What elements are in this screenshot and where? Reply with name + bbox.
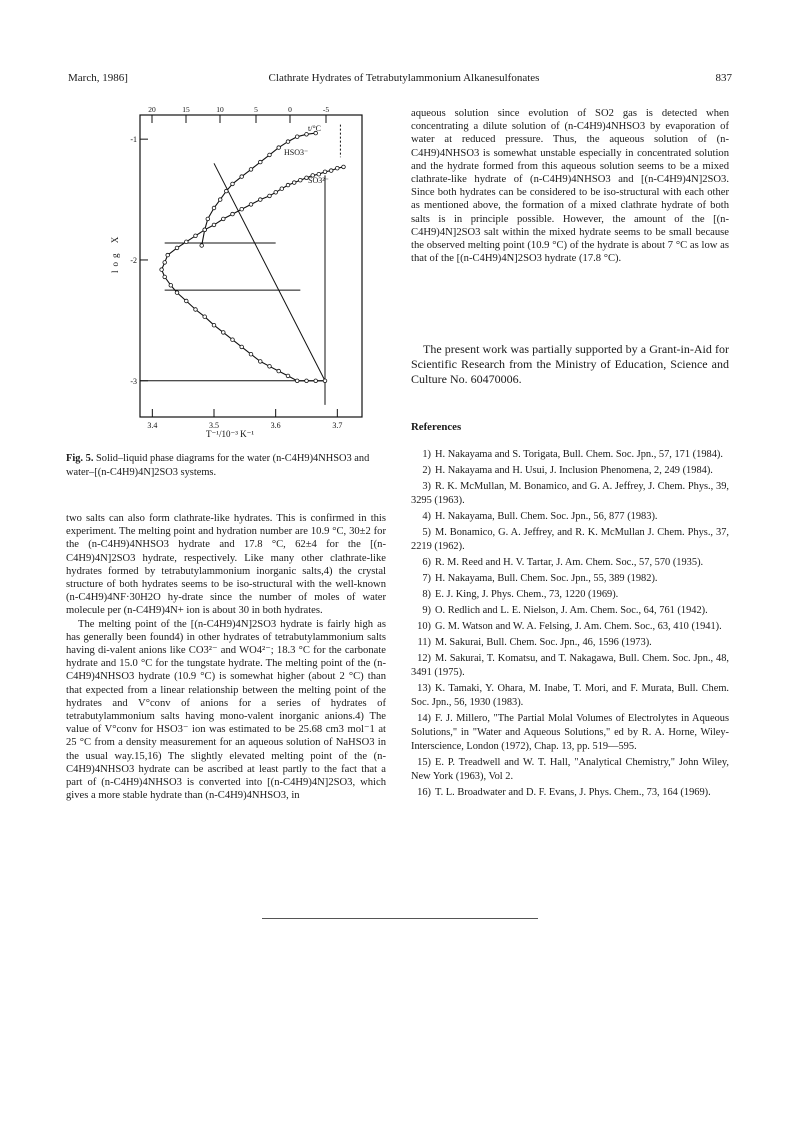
data-point xyxy=(268,365,272,369)
data-point xyxy=(305,133,309,137)
top-unit-label: t/°C xyxy=(308,124,321,133)
top-axis-ticks xyxy=(148,105,329,123)
top-tick-label: 20 xyxy=(148,105,156,114)
top-tick-label: -5 xyxy=(322,105,330,114)
data-point xyxy=(268,194,272,198)
page-number: 837 xyxy=(715,72,732,84)
x-axis-label: T⁻¹/10⁻³ K⁻¹ xyxy=(206,429,255,439)
left-column-text xyxy=(66,512,386,802)
data-point xyxy=(200,244,204,248)
data-point xyxy=(329,169,333,173)
plot-frame xyxy=(140,115,362,417)
data-point xyxy=(323,379,327,383)
running-header xyxy=(68,72,740,86)
header-date: March, 1986] xyxy=(68,72,128,84)
reference-item: 4) H. Nakayama, Bull. Chem. Soc. Jpn., 56, 877 (1983). xyxy=(422,511,658,522)
data-point xyxy=(212,323,216,327)
data-point xyxy=(185,299,189,303)
data-point xyxy=(342,165,346,169)
reference-item: 12) M. Sakurai, T. Komatsu, and T. Nakagawa, Bull. Chem. Soc. Jpn., 48, 3491 (1975). xyxy=(411,653,729,678)
data-point xyxy=(314,379,318,383)
caption-label: Fig. 5. xyxy=(66,453,94,464)
data-point xyxy=(295,379,299,383)
data-point xyxy=(277,146,281,150)
data-point xyxy=(336,166,340,170)
data-point xyxy=(175,291,179,295)
reference-item: 16) T. L. Broadwater and D. F. Evans, J. Phys. Chem., 73, 164 (1969). xyxy=(417,787,711,798)
reference-item: 14) F. J. Millero, "The Partial Molal Volumes of Electrolytes in Aqueous Solutions," in "Water and Aqueous Solutions," ed by R. A. Horne, Wiley-Interscience, London (1972), Chap. 13, pp. 519—595. xyxy=(411,713,729,752)
reference-item: 6) R. M. Reed and H. V. Tartar, J. Am. Chem. Soc., 57, 570 (1935). xyxy=(422,557,704,568)
left-tick-label: -2 xyxy=(130,255,137,265)
data-point xyxy=(175,246,179,250)
series-label-hso3: HSO3⁻ xyxy=(284,148,309,157)
reference-item: 2) H. Nakayama and H. Usui, J. Inclusion Phenomena, 2, 249 (1984). xyxy=(422,465,713,476)
series-label-so3: SO3²⁻ xyxy=(308,176,329,185)
reference-item: 11) M. Sakurai, Bull. Chem. Soc. Jpn., 46, 1596 (1973). xyxy=(417,637,652,648)
data-point xyxy=(240,175,244,179)
data-point xyxy=(323,170,327,174)
data-point xyxy=(222,331,226,335)
acknowledgement: The present work was partially supported by a Grant-in-Aid for Scientific Research from the Ministry of Education, Science and Culture No. 60470006. xyxy=(411,342,729,387)
series-line-1 xyxy=(162,167,344,381)
data-point xyxy=(286,140,290,144)
left-axis-ticks xyxy=(130,135,148,386)
bottom-tick-label: 3.7 xyxy=(332,421,343,430)
data-point xyxy=(292,181,296,185)
data-point xyxy=(277,369,281,373)
body-paragraph: aqueous solution since evolution of SO2 gas is detected when concentrating a dilute solution of (n-C4H9)4NHSO3 by evaporation of water at reduced pressure. Thus, the aqueous solution of (n-C4H9)4NHSO3 is somewhat unstable especially in concentrated solution and the hydrate formed from this aqueous solution seems to be a mixed clathrate-like hydrate of (n-C4H9)4NHSO3 and [(n-C4H9)4N]2SO3. Since both hydrates can be considered to be iso-structural with each other as mentioned above, the formation of a mixed clathrate hydrate of both salts is in principle possible. However, the amount of the [(n-C4H9)4N]2SO3 salt within the mixed hydrate seems to be small because the observed melting point (10.9 °C) of the hydrate is about 7 °C as low as that of the [(n-C4H9)4N]2SO3 hydrate (17.8 °C). xyxy=(411,108,729,265)
reference-item: 5) M. Bonamico, G. A. Jeffrey, and R. K. McMullan J. Chem. Phys., 37, 2219 (1962). xyxy=(411,527,729,552)
body-paragraph: The melting point of the [(n-C4H9)4N]2SO3 hydrate is fairly high as has generally been found4) in other hydrates of tetrabutylammonium salts having di-valent anions like CO3²⁻ and WO4²⁻; 18.3 °C for the carbonate hydrate and 15.0 °C for the tungstate hydrate. The melting point of the (n-C4H9)4NHSO3 hydrate (10.9 °C) is somewhat higher (about 2 °C) than that expected from a linear relationship between the melting point of the hydrates and V°conv of anions for a series of hydrates of tetrabutylammonium salts having mono-valent inorganic anions.4) The value of V°conv for HSO3⁻ ion was estimated to be 25.68 cm3 mol⁻1 at 25 °C from a density measurement for an aqueous solution of NaHSO3 in the usual way.15,16) The slightly elevated melting point of the (n-C4H9)4NHSO3 hydrate can be ascribed at least partly to the fact that a part of (n-C4H9)4NHSO3 is converted into [(n-C4H9)4N]2SO3, which gives a more stable hydrate than (n-C4H9)4NHSO3, in xyxy=(66,618,386,802)
bottom-tick-label: 3.4 xyxy=(147,421,158,430)
data-point xyxy=(274,191,278,195)
reference-item: 1) H. Nakayama and S. Torigata, Bull. Chem. Soc. Jpn., 57, 171 (1984). xyxy=(422,449,723,460)
data-point xyxy=(286,374,290,378)
data-point xyxy=(249,168,253,172)
data-point xyxy=(160,268,164,272)
left-tick-label: -1 xyxy=(130,135,137,145)
figure-caption xyxy=(66,452,388,480)
data-point xyxy=(222,217,226,221)
reference-item: 13) K. Tamaki, Y. Ohara, M. Inabe, T. Mori, and F. Murata, Bull. Chem. Soc. Jpn., 56, 1930 (1983). xyxy=(411,683,729,708)
data-point xyxy=(185,240,189,244)
data-point xyxy=(240,207,244,211)
references-list xyxy=(411,448,729,802)
body-paragraph: two salts can also form clathrate-like hydrates. This is confirmed in this experiment. The melting point and hydration number are 10.9 °C, 30±2 for the (n-C4H9)4NHSO3 hydrate and 17.8 °C, 62±4 for the [(n-C4H9)4N]2SO3 hydrate, respectively. Like many other clathrate-like hydrates formed by tetrabutylammonium inorganic salts,4) the crystal structure of both hydrates seems to be iso-structural with the well-known (n-C4H9)4NF·30H2O hy-drate since the number of moles of water molecule per (n-C4H9)4N+ ion is about 30 in both hydrates. xyxy=(66,513,386,617)
data-point xyxy=(231,338,235,342)
reference-item: 10) G. M. Watson and W. A. Felsing, J. Am. Chem. Soc., 63, 410 (1941). xyxy=(417,621,722,632)
right-column-text xyxy=(411,107,729,265)
references-heading: References xyxy=(411,421,462,433)
data-point xyxy=(212,223,216,227)
data-point xyxy=(231,212,235,216)
caption-text: Solid–liquid phase diagrams for the water (n-C4H9)4NHSO3 and water–[(n-C4H9)4N]2SO3 systems. xyxy=(66,453,370,478)
data-point xyxy=(212,206,216,210)
reference-item: 8) E. J. King, J. Phys. Chem., 73, 1220 (1969). xyxy=(422,589,619,600)
data-point xyxy=(305,379,309,383)
header-title: Clathrate Hydrates of Tetrabutylammonium Alkanesulfonates xyxy=(268,72,540,84)
data-point xyxy=(268,153,272,157)
top-tick-label: 5 xyxy=(254,105,258,114)
phase-diagram-figure xyxy=(110,103,380,443)
data-point xyxy=(231,182,235,186)
data-point xyxy=(218,198,222,202)
data-point xyxy=(240,345,244,349)
data-point xyxy=(225,189,229,193)
y-axis-label: log X xyxy=(110,232,120,273)
data-point xyxy=(163,261,167,265)
data-point xyxy=(249,352,253,356)
data-point xyxy=(295,135,299,139)
data-point xyxy=(203,228,207,232)
data-point xyxy=(166,253,170,257)
data-point xyxy=(259,160,263,164)
bottom-axis-ticks xyxy=(147,409,342,430)
data-point xyxy=(206,217,210,221)
data-point xyxy=(259,198,263,202)
data-point xyxy=(280,187,284,191)
data-point xyxy=(286,183,290,187)
top-tick-label: 15 xyxy=(182,105,190,114)
data-point xyxy=(163,275,167,279)
top-tick-label: 10 xyxy=(216,105,224,114)
left-tick-label: -3 xyxy=(130,376,137,386)
data-point xyxy=(249,203,253,207)
data-point xyxy=(259,360,263,364)
data-point xyxy=(194,308,198,312)
data-series xyxy=(160,131,345,382)
top-tick-label: 0 xyxy=(288,105,292,114)
reference-item: 15) E. P. Treadwell and W. T. Hall, "Analytical Chemistry," John Wiley, New York (1963), Vol 2. xyxy=(411,757,729,782)
reference-item: 3) R. K. McMullan, M. Bonamico, and G. A. Jeffrey, J. Chem. Phys., 39, 3295 (1963). xyxy=(411,481,729,506)
bottom-tick-label: 3.5 xyxy=(209,421,219,430)
reference-item: 7) H. Nakayama, Bull. Chem. Soc. Jpn., 55, 389 (1982). xyxy=(422,573,658,584)
bottom-tick-label: 3.6 xyxy=(270,421,281,430)
data-point xyxy=(299,178,303,182)
data-point xyxy=(203,315,207,319)
data-point xyxy=(194,234,198,238)
data-point xyxy=(169,284,173,288)
footer-rule xyxy=(262,918,538,919)
guide-lines xyxy=(140,125,340,405)
reference-item: 9) O. Redlich and L. E. Nielson, J. Am. Chem. Soc., 64, 761 (1942). xyxy=(422,605,708,616)
